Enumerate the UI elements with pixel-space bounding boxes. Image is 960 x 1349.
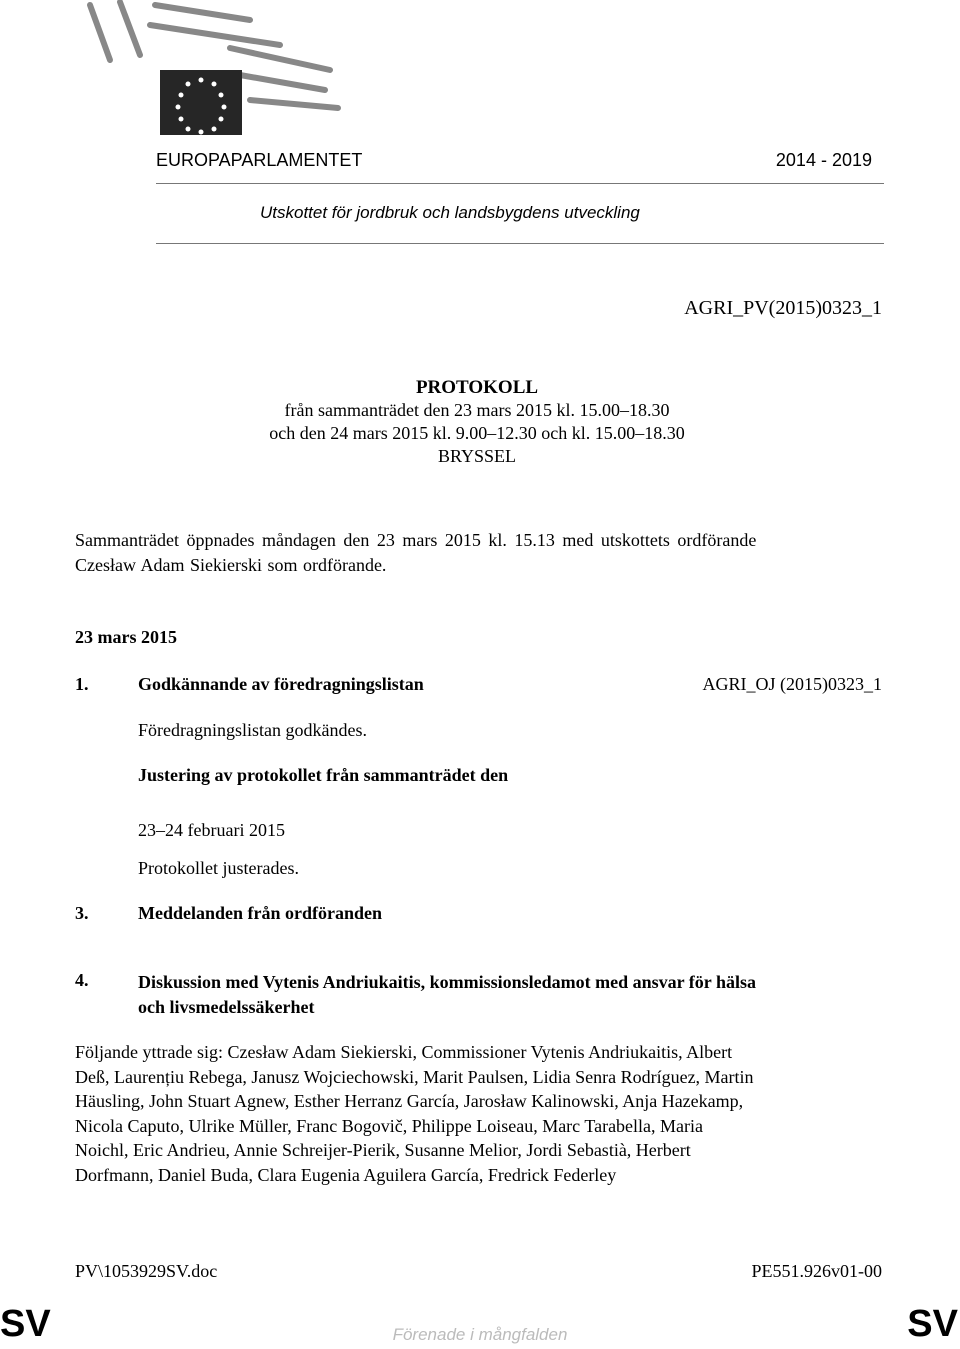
- meeting-date-line-2: och den 24 mars 2015 kl. 9.00–12.30 och kl. 15.00–18.30: [269, 423, 685, 443]
- speakers-line: Noichl, Eric Andrieu, Annie Schreijer-Pierik, Susanne Melior, Jordi Sebastià, Herbert: [75, 1140, 691, 1160]
- item-4-title: [138, 970, 756, 1020]
- meeting-date-line-1: från sammanträdet den 23 mars 2015 kl. 15.00–18.30: [284, 400, 670, 420]
- parliament-logo: [80, 0, 350, 145]
- item-1-number: 1.: [75, 674, 89, 694]
- footer-pe-reference: PE551.926v01-00: [751, 1261, 882, 1281]
- document-reference: AGRI_PV(2015)0323_1: [684, 297, 882, 319]
- item-2-text: Protokollet justerades.: [138, 858, 299, 878]
- speakers-line: Nicola Caputo, Ulrike Müller, Franc Bogovič, Philippe Loiseau, Marc Tarabella, Maria: [75, 1115, 704, 1136]
- document-title: PROTOKOLL: [415, 377, 539, 398]
- language-code-left: SV: [0, 1303, 51, 1345]
- opening-paragraph: [75, 528, 756, 578]
- item-3-title: Meddelanden från ordföranden: [138, 903, 383, 923]
- committee-name: Utskottet för jordbruk och landsbygdens utveckling: [260, 203, 640, 222]
- speakers-line: Deß, Laurențiu Rebega, Janusz Wojciechowski, Marit Paulsen, Lidia Senra Rodríguez, Martin: [75, 1066, 754, 1087]
- item-1-text: Föredragningslistan godkändes.: [138, 720, 367, 740]
- header-divider-top: [156, 183, 884, 184]
- header-divider-bottom: [156, 243, 884, 244]
- language-code-right: SV: [907, 1303, 958, 1345]
- footer-doc-reference: PV\1053929SV.doc: [75, 1261, 218, 1281]
- item-3-number: 3.: [75, 903, 89, 923]
- footer-motto: Förenade i mångfalden: [392, 1325, 568, 1344]
- parliamentary-term: 2014 - 2019: [775, 150, 872, 170]
- opening-line-2: Czesław Adam Siekierski som ordförande.: [75, 555, 387, 575]
- institution-name: EUROPAPARLAMENTET: [156, 150, 363, 170]
- item-4-title-line-2: och livsmedelssäkerhet: [138, 997, 315, 1017]
- speakers-line: Häusling, John Stuart Agnew, Esther Herranz García, Jarosław Kalinowski, Anja Hazekamp,: [75, 1091, 744, 1111]
- date-heading: 23 mars 2015: [75, 627, 177, 647]
- item-2-subtitle: 23–24 februari 2015: [138, 820, 285, 840]
- item-2-title: Justering av protokollet från sammanträdet den: [138, 765, 509, 785]
- speakers-paragraph: [75, 1040, 754, 1187]
- item-4-number: 4.: [75, 970, 89, 990]
- title-block: [0, 376, 960, 468]
- opening-line-1: Sammanträdet öppnades måndagen den 23 mars 2015 kl. 15.13 med utskottets ordförande: [75, 530, 757, 550]
- meeting-place: BRYSSEL: [437, 446, 517, 466]
- speakers-line: Följande yttrade sig: Czesław Adam Siekierski, Commissioner Vytenis Andriukaitis, Albert: [75, 1042, 733, 1062]
- speakers-line: Dorfmann, Daniel Buda, Clara Eugenia Aguilera García, Fredrick Federley: [75, 1164, 617, 1185]
- item-1-title: Godkännande av föredragningslistan: [138, 674, 424, 694]
- item-4-title-line-1: Diskussion med Vytenis Andriukaitis, kommissionsledamot med ansvar för hälsa: [138, 972, 756, 992]
- item-1-reference: AGRI_OJ (2015)0323_1: [702, 674, 882, 694]
